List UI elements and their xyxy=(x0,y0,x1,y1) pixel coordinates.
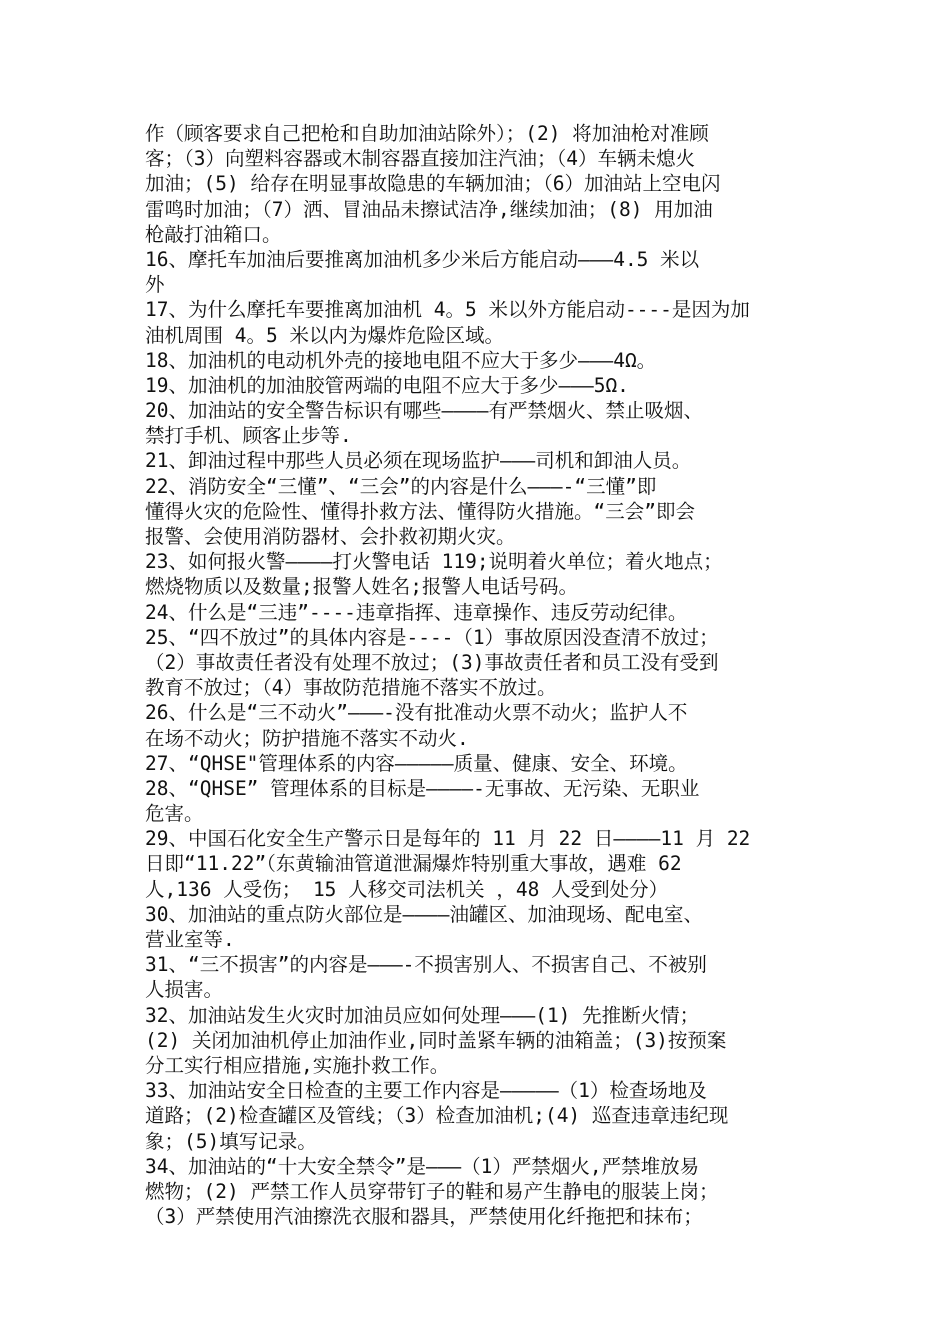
text-line: 33、加油站安全日检查的主要工作内容是—————（1）检查场地及 xyxy=(145,1079,707,1103)
text-line: 21、卸油过程中那些人员必须在现场监护———司机和卸油人员。 xyxy=(145,449,692,473)
text-line: 枪敲打油箱口。 xyxy=(145,222,282,246)
text-line: 禁打手机、顾客止步等. xyxy=(145,424,352,448)
text-line: 分工实行相应措施,实施扑救工作。 xyxy=(145,1053,450,1077)
text-line: 29、中国石化安全生产警示日是每年的 11 月 22 日————11 月 22 xyxy=(145,827,751,851)
text-line: 26、什么是“三不动火”———-没有批准动火票不动火；监护人不 xyxy=(145,701,688,725)
text-line: 加油；(5) 给存在明显事故隐患的车辆加油；（6）加油站上空电闪 xyxy=(145,172,721,196)
text-line: 34、加油站的“十大安全禁令”是———（1）严禁烟火,严禁堆放易 xyxy=(145,1154,700,1178)
text-line: 28、“QHSE” 管理体系的目标是————-无事故、无污染、无职业 xyxy=(145,776,700,800)
text-line: 油机周围 4。5 米以内为爆炸危险区域。 xyxy=(145,323,504,347)
text-line: 教育不放过；（4）事故防范措施不落实不放过。 xyxy=(145,676,557,700)
text-line: （3）严禁使用汽油擦洗衣服和器具，严禁使用化纤拖把和抹布； xyxy=(145,1205,703,1229)
text-line: 在场不动火；防护措施不落实不动火. xyxy=(145,726,469,750)
document-body xyxy=(145,121,810,1229)
text-line: 人,136 人受伤； 15 人移交司法机关 ，48 人受到处分） xyxy=(145,877,669,901)
text-line: 16、摩托车加油后要推离加油机多少米后方能启动———4.5 米以 xyxy=(145,247,700,271)
text-line: 23、如何报火警————打火警电话 119;说明着火单位；着火地点； xyxy=(145,550,723,574)
text-line: 日即“11.22”（东黄输油管道泄漏爆炸特别重大事故，遇难 62 xyxy=(145,852,682,876)
text-line: 24、什么是“三违”----违章指挥、违章操作、违反劳动纪律。 xyxy=(145,600,688,624)
text-line: 燃烧物质以及数量;报警人姓名;报警人电话号码。 xyxy=(145,575,578,599)
text-line: (2) 关闭加油机停止加油作业,同时盖紧车辆的油箱盖；(3)按预案 xyxy=(145,1028,727,1052)
text-line: （2）事故责任者没有处理不放过；(3)事故责任者和员工没有受到 xyxy=(145,650,719,674)
text-line: 20、加油站的安全警告标识有哪些————有严禁烟火、禁止吸烟、 xyxy=(145,399,703,423)
text-line: 道路；(2)检查罐区及管线；（3）检查加油机;(4) 巡查违章违纪现 xyxy=(145,1104,729,1128)
text-line: 危害。 xyxy=(145,802,204,826)
text-line: 懂得火灾的危险性、懂得扑救方法、懂得防火措施。“三会”即会 xyxy=(145,499,695,523)
text-line: 18、加油机的电动机外壳的接地电阻不应大于多少———4Ω。 xyxy=(145,348,657,372)
text-line: 27、“QHSE"管理体系的内容—————质量、健康、安全、环境。 xyxy=(145,751,688,775)
text-line: 象；(5)填写记录。 xyxy=(145,1129,317,1153)
text-line: 客；（3）向塑料容器或木制容器直接加注汽油；（4）车辆未熄火 xyxy=(145,147,695,171)
text-line: 报警、会使用消防器材、会扑救初期火灾。 xyxy=(145,525,516,548)
text-line: 19、加油机的加油胶管两端的电阻不应大于多少———5Ω. xyxy=(145,373,629,397)
text-line: 营业室等. xyxy=(145,928,235,951)
text-line: 外 xyxy=(145,273,165,297)
text-line: 30、加油站的重点防火部位是————油罐区、加油现场、配电室、 xyxy=(145,902,703,926)
text-line: 雷鸣时加油；（7）洒、冒油品未擦试洁净,继续加油；(8) 用加油 xyxy=(145,197,713,221)
text-line: 燃物；(2) 严禁工作人员穿带钉子的鞋和易产生静电的服装上岗； xyxy=(145,1179,719,1203)
text-line: 22、消防安全“三懂”、“三会”的内容是什么———-“三懂”即 xyxy=(145,474,657,498)
text-line: 32、加油站发生火灾时加油员应如何处理———(1) 先推断火情； xyxy=(145,1003,700,1027)
text-line: 25、“四不放过”的具体内容是----（1）事故原因没查清不放过； xyxy=(145,625,719,649)
text-line: 作（顾客要求自己把枪和自助加油站除外）；(2) 将加油枪对准顾 xyxy=(145,122,709,145)
text-line: 31、“三不损害”的内容是———-不损害别人、不损害自己、不被别 xyxy=(145,953,707,977)
text-line: 人损害。 xyxy=(145,978,224,1002)
text-line: 17、为什么摩托车要推离加油机 4。5 米以外方能启动----是因为加 xyxy=(145,298,750,322)
